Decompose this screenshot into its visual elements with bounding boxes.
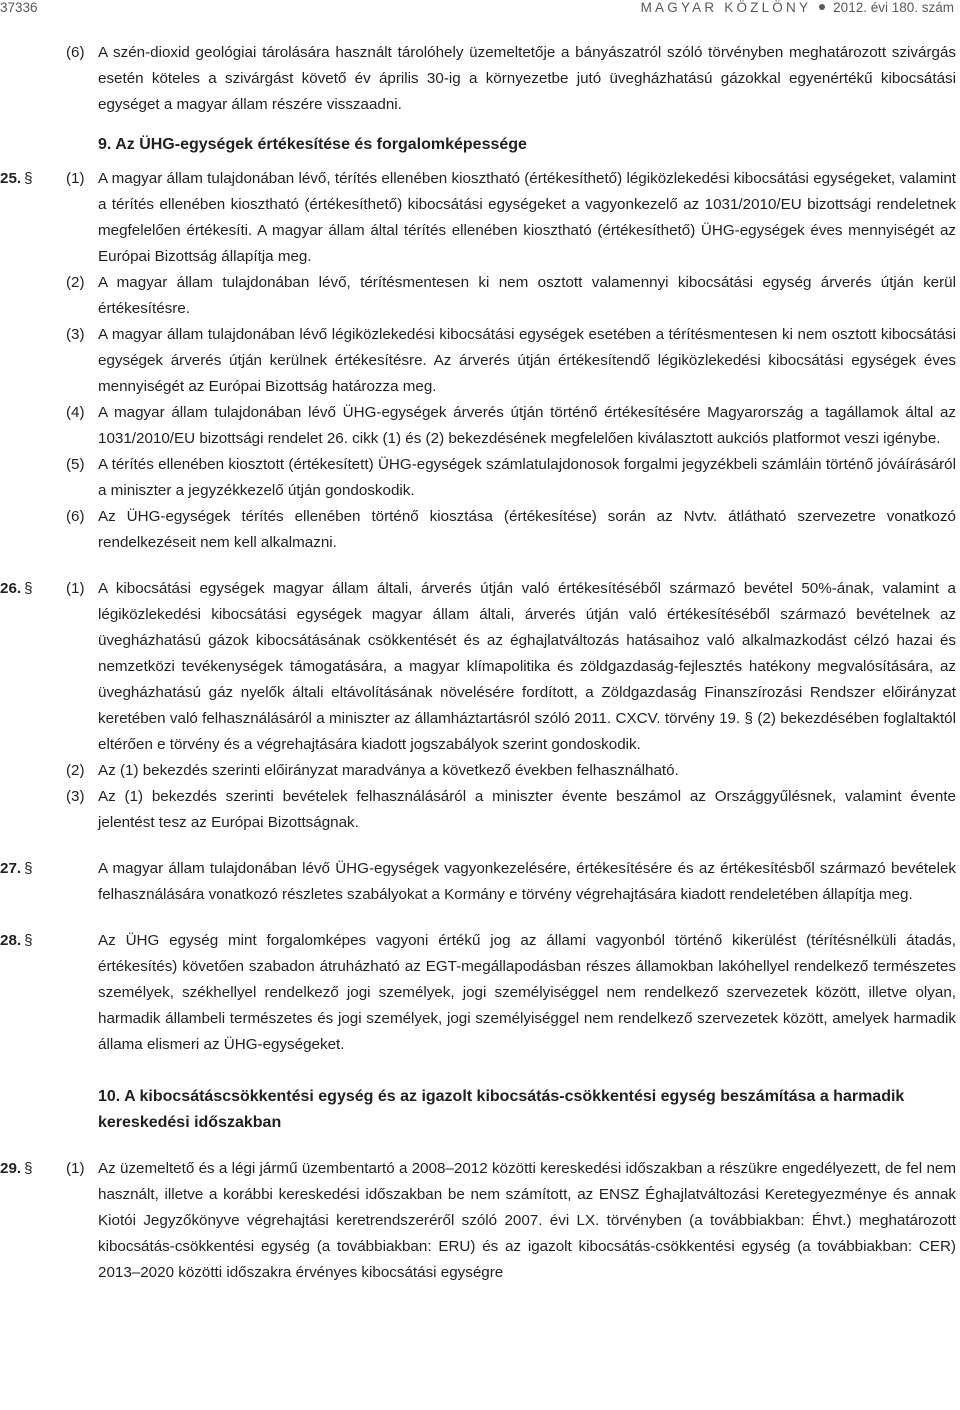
intro-paragraph: [0, 40, 960, 118]
subsection-text: A szén-dioxid geológiai tárolására használt tárolóhely üzemeltetője a bányászatról szóló törvényben meghatározott szivárgás esetén köteles a szivárgást követő év április 30-ig a környezetbe jutó üvegházhatású gázokkal egyenértékű kibocsátási egységet a magyar állam részére visszaadni.: [98, 44, 956, 113]
page-header: [0, 0, 960, 18]
subsection-number: (6): [66, 44, 85, 61]
paragraph-label: 26. §: [0, 580, 33, 597]
paragraph-label: 29. §: [0, 1160, 33, 1177]
subsection-number: (1): [66, 170, 85, 187]
publication-name: MAGYAR KÖZLÖNY: [640, 0, 812, 15]
subsection-number: (6): [66, 508, 85, 525]
subsection-number: (5): [66, 456, 85, 473]
subsection-number: (2): [66, 762, 85, 779]
page-number: 37336: [0, 0, 38, 15]
subsection-text: Az (1) bekezdés szerinti bevételek felhasználásáról a miniszter évente beszámol az Országgyűlésnek, valamint évente jelentést tesz az Európai Bizottságnak.: [98, 788, 956, 831]
paragraph-29: [0, 1156, 960, 1286]
section-9-heading-row: [0, 132, 960, 158]
paragraph-26: [0, 576, 960, 836]
subsection-text: A magyar állam tulajdonában lévő, térítés ellenében kiosztható (értékesíthető) légiközlekedési kibocsátási egységeket, valamint a térítés ellenében kiosztható (értékesíthető) kibocsátási egységeket a vagyonkezelő az 1031/2010/EU bizottsági rendeletnek megfelelően értékesíti. A magyar állam által térítés ellenében kiosztható (értékesíthető) ÜHG-egységek éves mennyiségét az Európai Bizottság állapítja meg.: [98, 170, 956, 265]
paragraph-28: [0, 928, 960, 1058]
paragraph-label: 25. §: [0, 170, 33, 187]
subsection-text: Az ÜHG-egységek térítés ellenében történő kiosztása (értékesítése) során az Nvtv. átlátható szervezetre vonatkozó rendelkezéseit nem kell alkalmazni.: [98, 508, 956, 551]
subsection-text: A kibocsátási egységek magyar állam általi, árverés útján való értékesítéséből származó bevétel 50%-ának, valamint a légiközlekedési kibocsátási egységek magyar állam általi, árverés útján való értékesítéséből származó bevételnek az üvegházhatású gázok kibocsátásának csökkentését és az éghajlatváltozás hatásaihoz való alkalmazkodást célzó hazai és nemzetközi tevékenységek támogatására, a magyar klímapolitika és zöldgazdaság-fejlesztés hatékony megvalósítására, az üvegházhatású gáz nyelők általi eltávolításának növelésére fordított, a Zöldgazdaság Finanszírozási Rendszer előirányzat keretében való felhasználásáról a miniszter az államháztartásról szóló 2011. CXCV. törvény 19. § (2) bekezdésében foglaltaktól eltérően e törvény és a végrehajtására kiadott jogszabályok szerint gondoskodik.: [98, 580, 956, 753]
paragraph-label: 28. §: [0, 932, 33, 949]
subsection-number: (1): [66, 1160, 85, 1177]
paragraph-label: 27. §: [0, 860, 33, 877]
issue-label: 2012. évi 180. szám: [833, 0, 954, 15]
paragraph-27: [0, 856, 960, 908]
paragraph-25: [0, 166, 960, 556]
paragraph-text: A magyar állam tulajdonában lévő ÜHG-egységek vagyonkezelésére, értékesítésére és az értékesítésből származó bevételek felhasználására vonatkozó részletes szabályokat a Kormány e törvény végrehajtására kiadott rendeletében állapítja meg.: [98, 860, 956, 903]
subsection-number: (3): [66, 326, 85, 343]
subsection-text: A térítés ellenében kiosztott (értékesített) ÜHG-egységek számlatulajdonosok forgalmi jegyzékbeli számláin történő jóváírásáról a miniszter a jegyzékkezelő útján gondoskodik.: [98, 456, 956, 499]
subsection-text: A magyar állam tulajdonában lévő légiközlekedési kibocsátási egységek esetében a térítésmentesen ki nem osztott kibocsátási egységek árverés útján kerülnek értékesítésre. Az árverés útján értékesítendő légiközlekedési kibocsátási egységek éves mennyiségét az Európai Bizottság határozza meg.: [98, 326, 956, 395]
bullet-separator: [819, 4, 825, 10]
running-head: [641, 0, 954, 15]
section-10-heading-row: [0, 1084, 960, 1136]
subsection-number: (4): [66, 404, 85, 421]
section-10-title: 10. A kibocsátáscsökkentési egység és az igazolt kibocsátás-csökkentési egység beszámítása a harmadik kereskedési időszakban: [98, 1088, 905, 1131]
paragraph-text: Az ÜHG egység mint forgalomképes vagyoni értékű jog az állami vagyonból történő kikerülést (térítésnélküli átadás, értékesítés) követően szabadon átruházható az EGT-megállapodásban részes államokban lakóhellyel rendelkező természetes személyek, székhellyel rendelkező jogi személyek, jogi személyiséggel nem rendelkező szervezetek között, illetve olyan, harmadik állambeli természetes és jogi személyek, jogi személyiséggel nem rendelkező szervezetek között, amelyek harmadik állama elismeri az ÜHG-egységeket.: [98, 932, 956, 1053]
subsection-text: A magyar állam tulajdonában lévő ÜHG-egységek árverés útján történő értékesítésére Magyarország a tagállamok által az 1031/2010/EU bizottsági rendelet 26. cikk (1) és (2) bekezdésének megfelelően kiválasztott aukciós platformot veszi igénybe.: [98, 404, 956, 447]
subsection-text: Az üzemeltető és a légi jármű üzembentartó a 2008–2012 közötti kereskedési időszakban a részükre engedélyezett, de fel nem használt, illetve a korábbi kereskedési időszakban be nem számított, az ENSZ Éghajlatváltozási Keretegyezménye és annak Kiotói Jegyzőkönyve végrehajtási keretrendszeréről szóló 2007. évi LX. törvényben (a továbbiakban: Éhvt.) meghatározott kibocsátás-csökkentési egység (a továbbiakban: ERU) és az igazolt kibocsátás-csökkentési egység (a továbbiakban: CER) 2013–2020 közötti időszakra érvényes kibocsátási egységre: [98, 1160, 956, 1281]
subsection-number: (1): [66, 580, 85, 597]
subsection-number: (3): [66, 788, 85, 805]
subsection-text: A magyar állam tulajdonában lévő, térítésmentesen ki nem osztott valamennyi kibocsátási egység árverés útján kerül értékesítésre.: [98, 274, 956, 317]
document-body: [0, 40, 960, 1286]
subsection-number: (2): [66, 274, 85, 291]
subsection-text: Az (1) bekezdés szerinti előirányzat maradványa a következő években felhasználható.: [98, 762, 679, 779]
section-9-title: 9. Az ÜHG-egységek értékesítése és forgalomképessége: [98, 136, 527, 153]
